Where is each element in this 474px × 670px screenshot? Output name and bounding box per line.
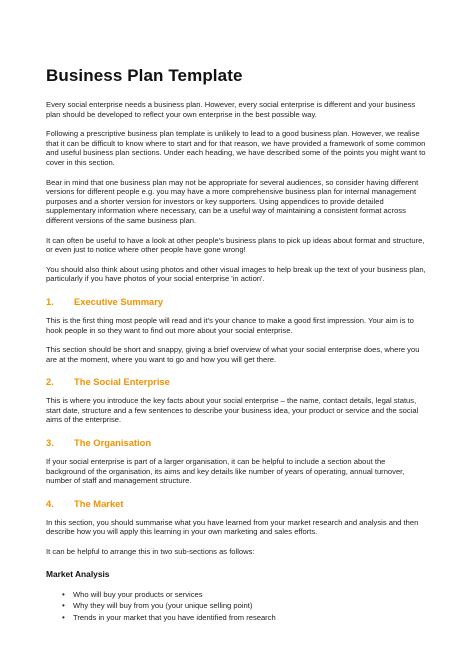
list-item [46, 600, 426, 612]
document-content [46, 66, 426, 623]
page-title: Business Plan Template [46, 66, 243, 85]
intro-paragraph: Following a prescriptive business plan template is unlikely to lead to a good business plan. However, we realise that it can be difficult to know where to start and for that reason, we have provided a framework of some common and useful business plan sections. Under each heading, we have described some of the points you might want to cover in this section. [46, 129, 426, 167]
list-item [46, 612, 426, 624]
intro-paragraph: It can often be useful to have a look at other people's business plans to pick up ideas about format and structure, or even just to notice where other people have gone wrong! [46, 235, 425, 255]
market-analysis-heading: Market Analysis [46, 568, 110, 579]
section-number: 4. [46, 497, 54, 509]
section-number: 1. [46, 295, 54, 307]
section-paragraph: This is the first thing most people will read and it's your chance to make a good first impression. Your aim is to hook people in so they want to find out more about your social enterprise. [46, 315, 414, 335]
section-title: The Organisation [74, 437, 152, 449]
section-paragraph: If your social enterprise is part of a larger organisation, it can be helpful to include a section about the background of the organisation, its aims and key details like number of years of operating, annual turnover, number of staff and management structure. [46, 457, 405, 486]
section-heading-organisation [46, 437, 426, 448]
section-heading-market [46, 498, 426, 509]
intro-paragraph: You should also think about using photos and other visual images to help break up the text of your business plan, particularly if you have photos of your social enterprise 'in action'. [46, 264, 426, 284]
bullet-icon: • [62, 589, 65, 599]
list-item-text: Who will buy your products or services [73, 589, 203, 599]
section-title: Executive Summary [74, 295, 164, 307]
section-number: 2. [46, 376, 54, 388]
section-title: The Market [74, 497, 124, 509]
list-item [46, 589, 426, 601]
bullet-icon: • [62, 601, 65, 611]
intro-paragraph: Every social enterprise needs a business plan. However, every social enterprise is different and your business plan should be developed to reflect your own enterprise in the best possible way. [46, 100, 416, 119]
bullet-icon: • [62, 612, 65, 622]
market-analysis-list [46, 589, 426, 624]
section-paragraph: In this section, you should summarise what you have learned from your market research and analysis and then describe how you will apply this learning in your own marketing and sales efforts. [46, 517, 419, 537]
section-paragraph: It can be helpful to arrange this in two sub-sections as follows: [46, 547, 255, 557]
section-paragraph: This is where you introduce the key facts about your social enterprise – the name, contact details, legal status, start date, structure and a few sentences to describe your business idea, your product or service and the social aims of the enterprise. [46, 396, 419, 425]
intro-paragraph: Bear in mind that one business plan may not be appropriate for several audiences, so consider having different versions for different people e.g. you may have a more comprehensive business plan for internal management purposes and a shorter version for investors or key supporters. Using appendices to provide detailed supplementary information where necessary, can be a useful way of maintaining a consistent format across different versions of the same business plan. [46, 177, 419, 225]
section-title: The Social Enterprise [74, 376, 170, 388]
list-item-text: Trends in your market that you have identified from research [73, 612, 276, 622]
section-heading-social-enterprise [46, 376, 426, 387]
section-heading-executive-summary [46, 296, 426, 307]
section-paragraph: This section should be short and snappy, giving a brief overview of what your social enterprise does, where you are at the moment, where you want to go and how you will get there. [46, 345, 420, 364]
list-item-text: Why they will buy from you (your unique selling point) [73, 601, 253, 611]
section-number: 3. [46, 437, 54, 449]
